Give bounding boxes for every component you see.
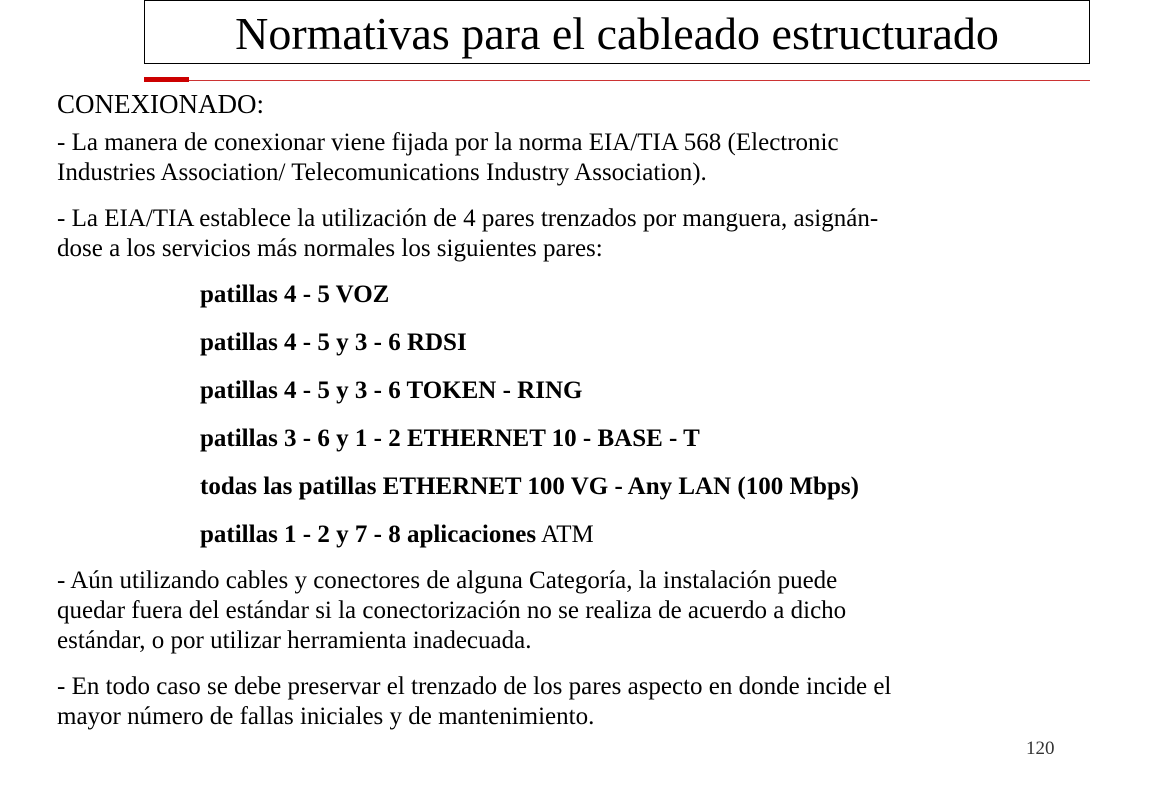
paragraph-line: - Aún utilizando cables y conectores de alguna Categoría, la instalación puede <box>57 567 838 594</box>
slide-body <box>57 84 1147 748</box>
pin-assignment-text: todas las patillas ETHERNET 100 VG - Any LAN (100 Mbps) <box>200 473 859 500</box>
page-number: 120 <box>1026 738 1055 759</box>
title-underline-accent <box>144 77 189 82</box>
pin-assignment-text: patillas 4 - 5 y 3 - 6 RDSI <box>200 329 467 356</box>
pin-assignment-item <box>200 472 1147 502</box>
paragraph-norma <box>57 128 1147 188</box>
paragraph-pares <box>57 204 1147 264</box>
slide-title: Normativas para el cableado estructurado <box>235 8 999 59</box>
pin-assignment-item <box>200 424 1147 454</box>
paragraph-line: quedar fuera del estándar si la conectorización no se realiza de acuerdo a dicho <box>57 597 847 624</box>
pin-assignment-item <box>200 280 1147 310</box>
pin-assignment-text: patillas 4 - 5 VOZ <box>200 281 390 308</box>
paragraph-line: Industries Association/ Telecomunications Industry Association). <box>57 159 707 186</box>
pin-assignment-text: patillas 3 - 6 y 1 - 2 ETHERNET 10 - BASE - T <box>200 425 700 452</box>
paragraph-line: - En todo caso se debe preservar el trenzado de los pares aspecto en donde incide el <box>57 673 892 700</box>
pin-assignment-suffix: ATM <box>536 521 594 548</box>
paragraph-line: dose a los servicios más normales los siguientes pares: <box>57 235 603 262</box>
title-box <box>144 0 1090 64</box>
pin-assignment-list <box>57 280 1147 550</box>
pin-assignment-item <box>200 328 1147 358</box>
title-underline <box>144 80 1090 81</box>
pin-assignment-text: patillas 1 - 2 y 7 - 8 aplicaciones <box>200 521 537 548</box>
paragraph-line: estándar, o por utilizar herramienta inadecuada. <box>57 627 532 654</box>
section-heading: CONEXIONADO: <box>57 89 264 119</box>
pin-assignment-item <box>200 520 1147 550</box>
paragraph-line: mayor número de fallas iniciales y de mantenimiento. <box>57 703 595 730</box>
paragraph-line: - La manera de conexionar viene fijada por la norma EIA/TIA 568 (Electronic <box>57 129 839 156</box>
paragraph-estandar <box>57 566 1147 656</box>
paragraph-line: - La EIA/TIA establece la utilización de 4 pares trenzados por manguera, asignán- <box>57 205 879 232</box>
pin-assignment-item <box>200 376 1147 406</box>
paragraph-trenzado <box>57 672 1147 732</box>
pin-assignment-text: patillas 4 - 5 y 3 - 6 TOKEN - RING <box>200 377 583 404</box>
